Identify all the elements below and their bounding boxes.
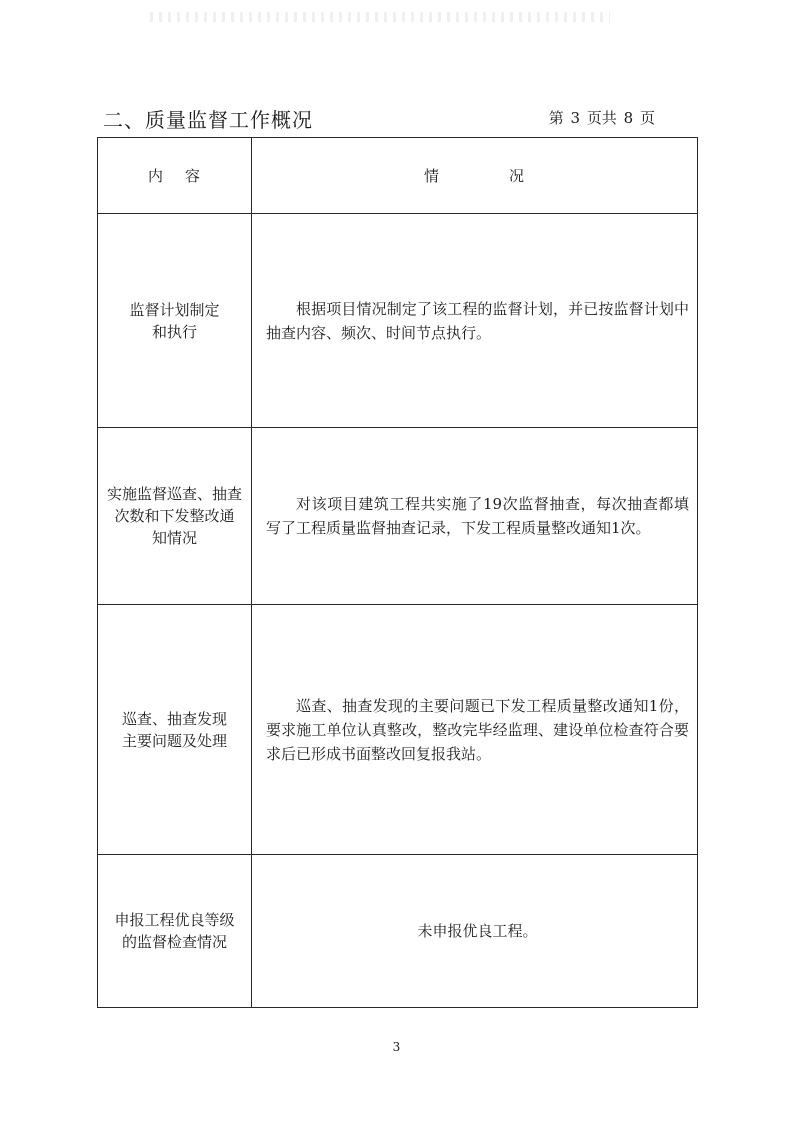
row-content-text: 对该项目建筑工程共实施了19次监督抽查，每次抽查都填写了工程质量监督抽查记录，下发工程质量整改通知1次。	[266, 495, 689, 537]
row-content	[252, 428, 698, 605]
row-content	[252, 855, 698, 1008]
column-header-content: 内容	[98, 138, 252, 214]
row-label-line: 次数和下发整改通	[114, 507, 235, 525]
table-row	[98, 428, 698, 605]
page-suffix: 页	[639, 109, 655, 127]
row-label-line: 主要问题及处理	[121, 731, 227, 750]
table-row	[98, 605, 698, 855]
page-prefix: 第	[548, 109, 564, 127]
row-label	[98, 855, 252, 1008]
row-label	[98, 605, 252, 855]
row-label-line: 实施监督巡查、抽查	[106, 485, 242, 503]
row-label	[98, 428, 252, 605]
row-label-line: 巡查、抽查发现	[121, 709, 227, 728]
page-current: 3	[570, 109, 581, 127]
row-content-text: 巡查、抽查发现的主要问题已下发工程质量整改通知1份，要求施工单位认真整改，整改完毕经监理、建设单位检查符合要求后已形成书面整改回复报我站。	[266, 696, 689, 763]
page-total: 8	[623, 109, 634, 127]
supervision-table	[97, 137, 698, 1008]
row-label-line: 知情况	[151, 529, 197, 547]
row-label-line: 和执行	[151, 322, 197, 341]
page-indicator	[548, 107, 656, 128]
row-content-text: 未申报优良工程。	[417, 922, 538, 940]
row-content	[252, 214, 698, 428]
row-label	[98, 214, 252, 428]
row-label-line: 的监督检查情况	[121, 933, 227, 951]
table-row	[98, 214, 698, 428]
table-row	[98, 855, 698, 1008]
row-content	[252, 605, 698, 855]
row-label-line: 监督计划制定	[129, 300, 220, 319]
column-header-situation: 情况	[252, 138, 698, 214]
page-number: 3	[392, 1040, 401, 1054]
row-label-line: 申报工程优良等级	[114, 911, 235, 929]
row-content-text: 根据项目情况制定了该工程的监督计划，并已按监督计划中抽查内容、频次、时间节点执行。	[266, 299, 689, 342]
section-title: 二、质量监督工作概况	[103, 108, 313, 132]
table-header-row	[98, 138, 698, 214]
page-middle: 页共	[586, 109, 617, 127]
scan-edge-mark	[150, 12, 610, 22]
